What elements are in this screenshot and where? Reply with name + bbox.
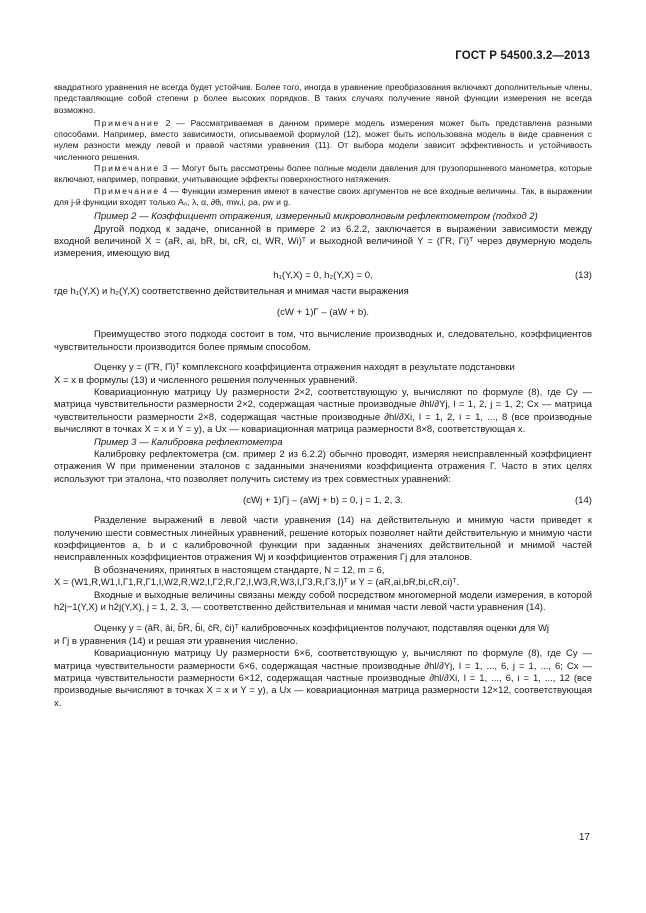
expression-cw: (cW + 1)Γ – (aW + b). xyxy=(276,307,370,319)
notation-line: В обозначениях, принятых в настоящем стандарте, N = 12, m = 6, xyxy=(94,564,385,576)
estimate-paragraph-2: Оценку y = (âR, âi, b̂R, b̂i, ĉR, ĉi)ᵀ калибровочных коэффициентов получают, подставляя оценки для Wj и Γj в уравнения (14) и решая эти уравнения численно. xyxy=(54,623,550,647)
io-paragraph: Входные и выходные величины связаны между собой посредством многомерной модели измерения, в которой h2j−1(Y,X) и h2j(Y,X), j = 1, 2, 3, — соответственно действительная и мнимая части левой части уравнения (14). xyxy=(54,589,592,614)
advantage-paragraph: Преимущество этого подхода состоит в том, что вычисление производных и, следовательно, коэффициентов чувствительности производится более прямым способом. xyxy=(54,329,592,353)
equation-14: (cWj + 1)Γj – (aWj + b) = 0, j = 1, 2, 3. (14) xyxy=(243,495,592,507)
page-body xyxy=(54,82,592,710)
equation-13: h₁(Y,X) = 0, h₂(Y,X) = 0, (13) xyxy=(273,269,592,281)
calibration-paragraph: Калибровку рефлектометра (см. пример 2 из 6.2.2) обычно проводят, измеряя неисправленный коэффициент отражения W при применении эталонов с заданными значениями коэффициента отражения Γ. Часто в этих целях используют три эталона, что позволяет получить систему из трех совместных уравнений: xyxy=(54,448,592,485)
note-2: Примечание 2 — Рассматриваемая в данном примере модель измерения может быть представлена разными способами. Например, вместо зависимости, описываемой формулой (12), может быть использована модель в виде сравнения с нулем разности между левой и правой частями уравнения (11). От выбора модели зависит эффективность и устойчивость численного решения. xyxy=(54,117,592,162)
note-3: Примечание 3 — Могут быть рассмотрены более полные модели давления для грузопоршневого манометра, которые включают, например, поправки, учитывающие эффекты поверхностного натяжения. xyxy=(54,163,592,185)
text-continuation: квадратного уравнения не всегда будет устойчив. Более того, иногда в уравнение преобразования включают дополнительные члены, представляющие собой степени p более высоких порядков. В таких случаях получение явной функции измерения не всегда возможно. xyxy=(54,82,592,115)
covariance-paragraph-1: Ковариационную матрицу Uy размерности 2×2, соответствующую y, вычисляют по формуле (8), где Cy — матрица чувствительности размерности 2×2, содержащая частные производные ∂hl/∂Yj, l = 1, 2, j = 1, 2; Cx — матрица чувствительности размерности 2×8, содержащая частные производные ∂hl/∂Xi, l = 1, 2, i = 1, ..., 8 (все производные вычисляют в точках X = x и Y = y), а Ux — ковариационная матрица размерности 8×8, соответствующая x. xyxy=(54,386,592,436)
covariance-paragraph-2: Ковариационную матрицу Uy размерности 6×6, соответствующую y, вычисляют по формуле (8), где Cy — матрица чувствительности размерности 6×6, содержащая частные производные ∂hl/∂Yj, l = 1, ..., 6, j = 1, ..., 6; Cx — матрица чувствительности размерности 6×12, содержащая частные производные ∂hl/∂Xi, l = 1, ..., 6, i = 1, ..., 12 (все производные вычисляют в точках X = x и Y = y), а Ux — ковариационная матрица размерности 12×12, соответствующая x. xyxy=(54,648,592,709)
document-header: ГОСТ Р 54500.3.2—2013 xyxy=(455,50,590,62)
example-2-title: Пример 2 — Коэффициент отражения, измеренный микроволновым рефлектометром (подход 2) xyxy=(94,211,538,223)
example-2-paragraph: Другой подход к задаче, описанной в примере 2 из 6.2.2, заключается в выражении зависимости между входной величиной X = (aR, ai, bR, bi, cR, ci, WR, Wi)ᵀ и выходной величиной Y = (ΓR, Γi)ᵀ через двумерную модель измерения, имеющую вид xyxy=(54,223,592,260)
equation-13-explanation: где h₁(Y,X) и h₂(Y,X) соответственно действительная и мнимая части выражения xyxy=(54,285,409,297)
equation-14-number: (14) xyxy=(574,495,592,507)
split-paragraph: Разделение выражений в левой части уравнения (14) на действительную и мнимую части приведет к получению шести совместных линейных уравнений, решение которых позволяет найти действительную и мнимую части коэффициентов a, b и c калибровочной функции при заданных значениях действительной и мнимой частей неисправленных коэффициентов отражения Wj и коэффициентов отражения Γj для эталонов. xyxy=(54,515,592,564)
example-3-title: Пример 3 — Калибровка рефлектометра xyxy=(94,436,283,448)
page-number: 17 xyxy=(578,832,590,843)
x-vector-line: X = (W1,R,W1,I,Γ1,R,Γ1,I,W2,R,W2,I,Γ2,R,Γ2,I,W3,R,W3,I,Γ3,R,Γ3,I)ᵀ и Y = (aR,ai,bR,bi,cR,ci)ᵀ. xyxy=(54,577,460,589)
estimate-paragraph-1: Оценку y = (Γ̂R, Γ̂i)ᵀ комплексного коэффициента отражения находят в результате подстановки X = x в формулы (13) и численного решения полученных уравнений. xyxy=(54,362,515,386)
equation-13-number: (13) xyxy=(574,269,592,281)
note-4: Примечание 4 — Функции измерения имеют в качестве своих аргументов не все входные величины. Так, в выражении для j-й функции входят только A₀, λ, α, ∂θⱼ, mw,i, ρa, ρw и g. xyxy=(54,185,592,207)
